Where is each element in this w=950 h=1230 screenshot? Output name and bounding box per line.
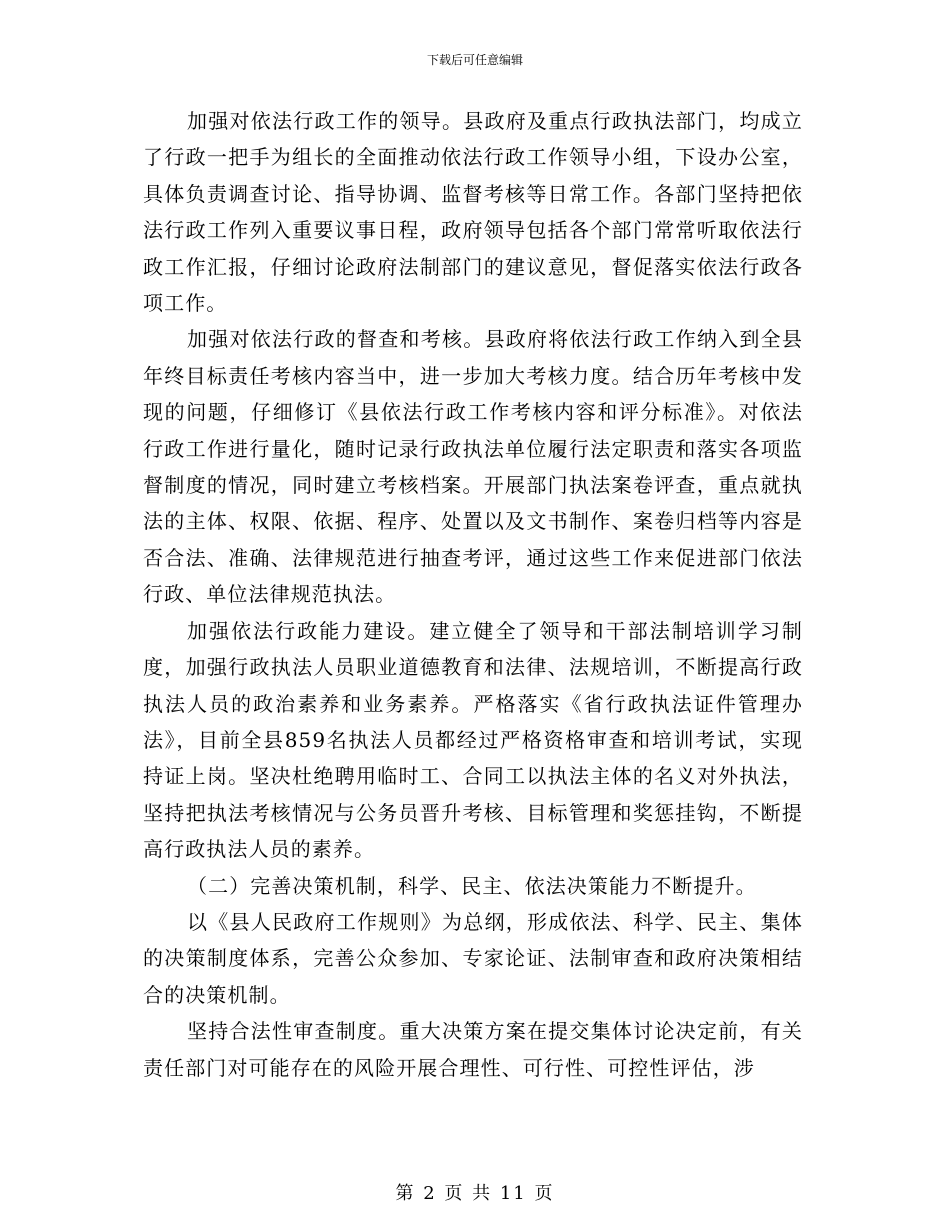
- section-heading-decision: （二）完善决策机制，科学、民主、依法决策能力不断提升。: [187, 873, 757, 898]
- paragraph-supervision: 加强对依法行政的督查和考核。县政府将依法行政工作纳入到全县年终目标责任考核内容当中，进一步加大考核力度。结合历年考核中发现的问题，仔细修订《县依法行政工作考核内容和评分标准》。对依法行政工作进行量化，随时记录行政执法单位履行法定职责和落实各项监督制度的情况，同时建立考核档案。开展部门执法案卷评查，重点就执法的主体、权限、依据、程序、处置以及文书制作、案卷归档等内容是否合法、准确、法律规范进行抽查考评，通过这些工作来促进部门依法行政、单位法律规范执法。: [143, 327, 803, 607]
- paragraph-capacity: 加强依法行政能力建设。建立健全了领导和干部法制培训学习制度，加强行政执法人员职业道德教育和法律、法规培训，不断提高行政执法人员的政治素养和业务素养。严格落实《省行政执法证件管理办法》，目前全县859名执法人员都经过严格资格审查和培训考试，实现持证上岗。坚决杜绝聘用临时工、合同工以执法主体的名义对外执法，坚持把执法考核情况与公务员晋升考核、目标管理和奖惩挂钩，不断提高行政执法人员的素养。: [143, 618, 803, 862]
- page-number: 第 2 页 共 11 页: [395, 1183, 555, 1204]
- paragraph-leadership: 加强对依法行政工作的领导。县政府及重点行政执法部门，均成立了行政一把手为组长的全面推动依法行政工作领导小组，下设办公室，具体负责调查讨论、指导协调、监督考核等日常工作。各部门坚持把依法行政工作列入重要议事日程，政府领导包括各个部门常常听取依法行政工作汇报，仔细讨论政府法制部门的建议意见，督促落实依法行政各项工作。: [143, 109, 803, 316]
- page-header-note: 下载后可任意编辑: [426, 53, 523, 67]
- paragraph-rules: 以《县人民政府工作规则》为总纲，形成依法、科学、民主、集体的决策制度体系，完善公众参加、专家论证、法制审查和政府决策相结合的决策机制。: [143, 909, 803, 1007]
- paragraph-legality-review: 坚持合法性审查制度。重大决策方案在提交集体讨论决定前，有关责任部门对可能存在的风险开展合理性、可行性、可控性评估，涉: [143, 1019, 803, 1080]
- document-body: [143, 103, 803, 1086]
